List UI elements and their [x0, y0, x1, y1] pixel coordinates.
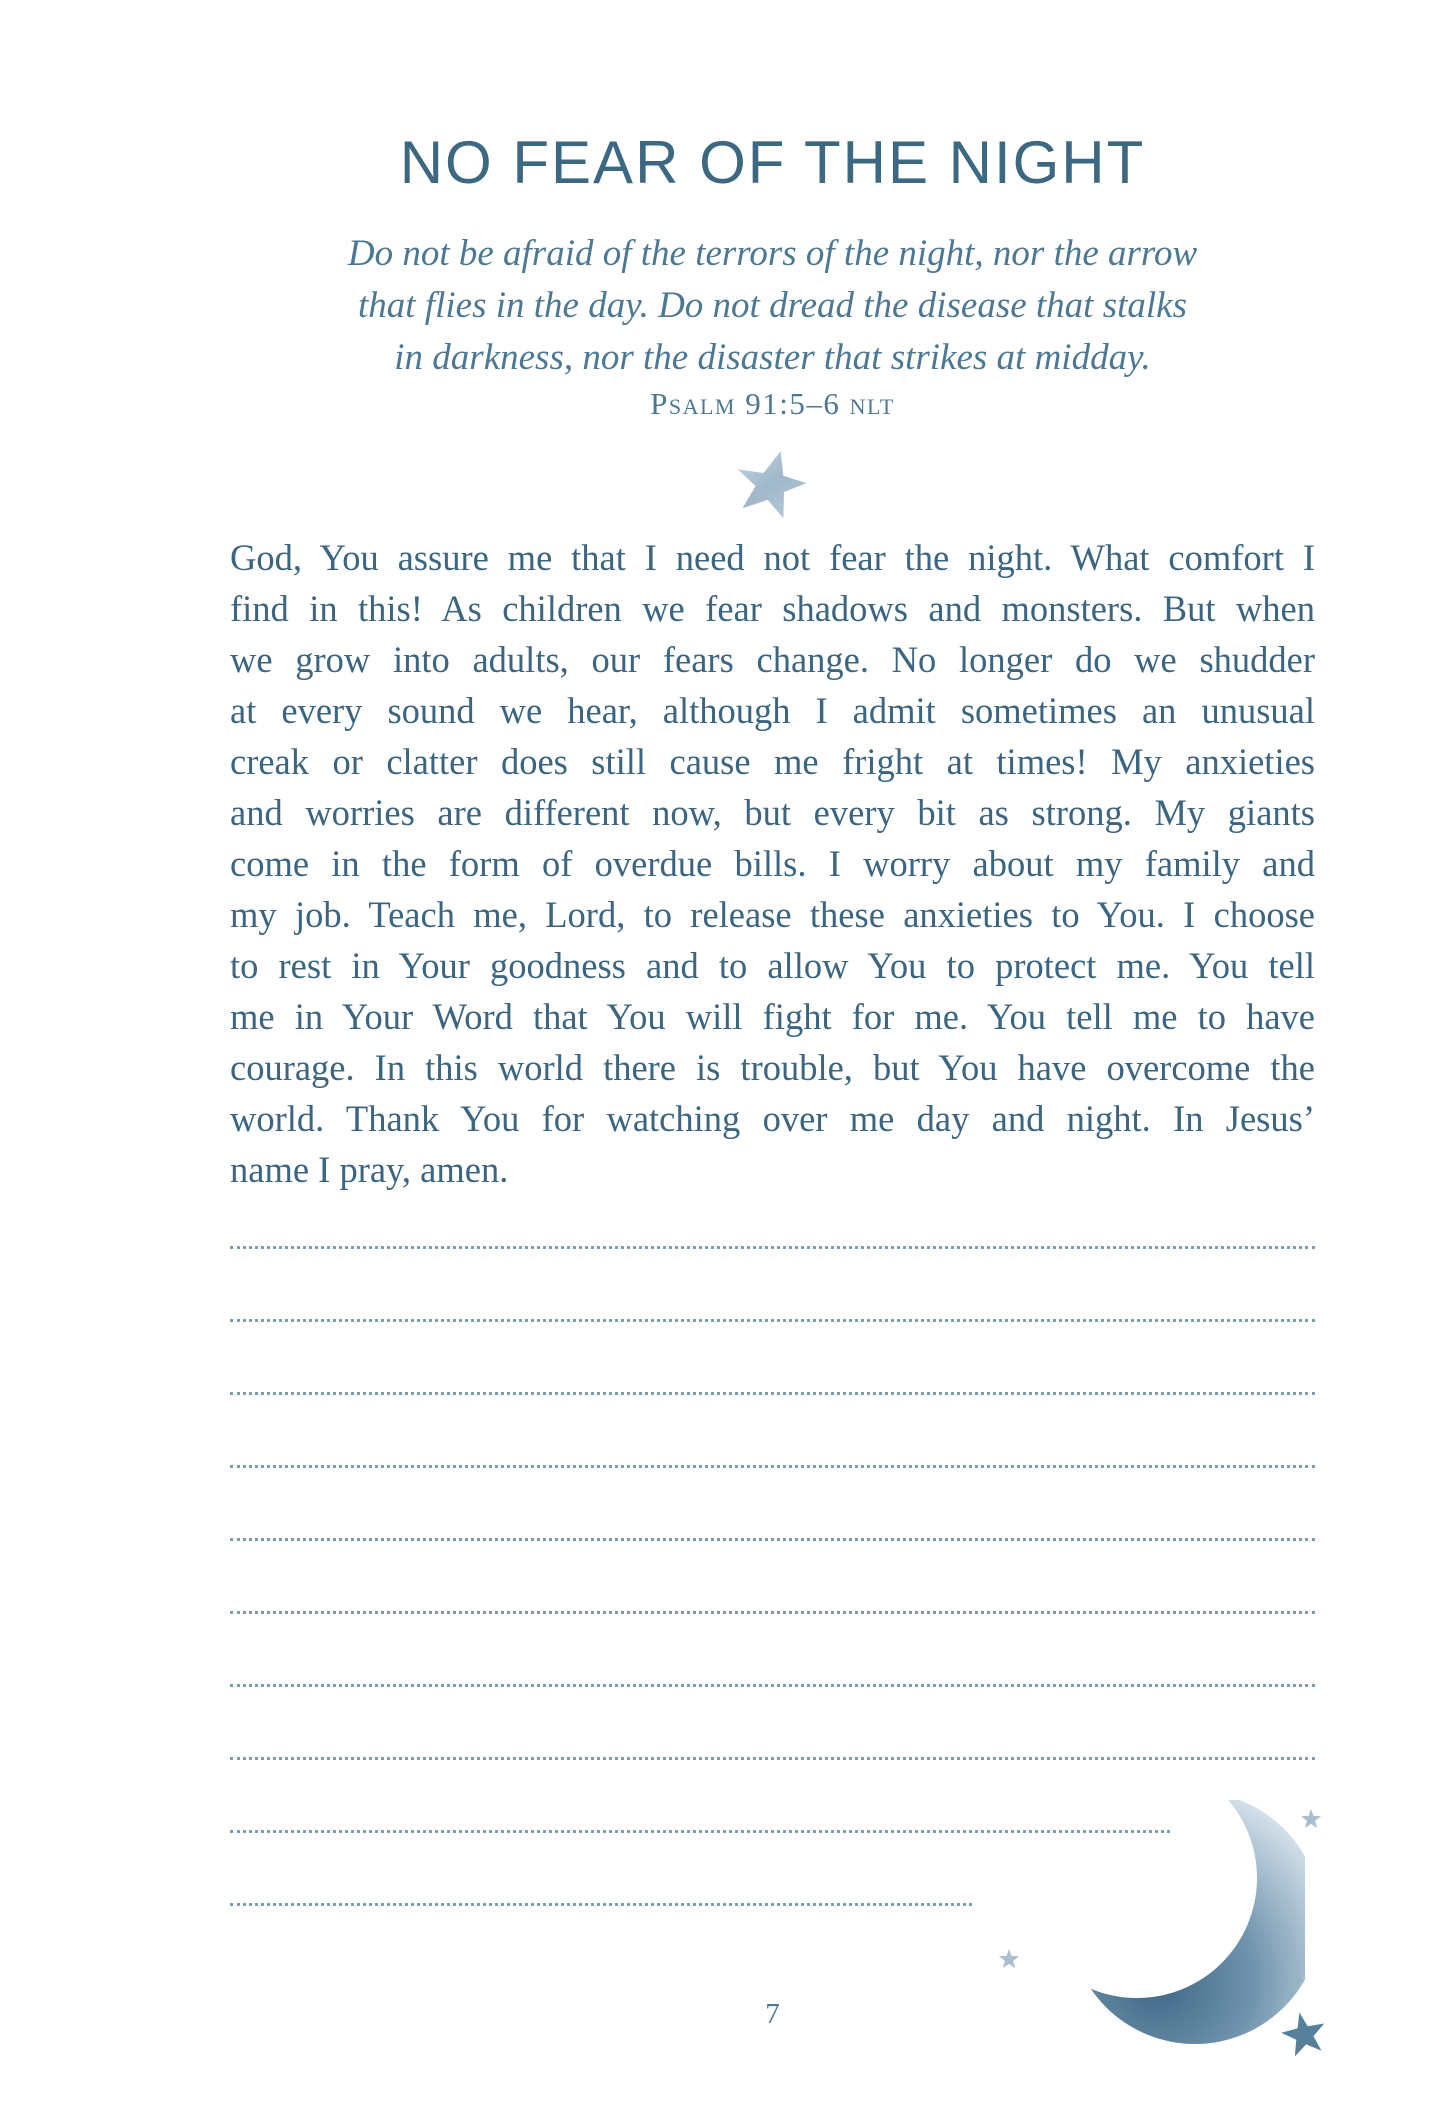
journal-line[interactable]	[230, 1903, 972, 1906]
prayer-line: and worries are different now, but every bit as strong. My giants	[230, 792, 1315, 833]
scripture-line: Do not be afraid of the terrors of the night, nor the arrow	[347, 233, 1198, 274]
prayer-line: we grow into adults, our fears change. No longer do we shudder	[230, 639, 1315, 680]
prayer-line: God, You assure me that I need not fear the night. What comfort I	[230, 537, 1315, 578]
prayer-line: my job. Teach me, Lord, to release these anxieties to You. I choose	[230, 894, 1315, 935]
prayer-line: courage. In this world there is trouble, but You have overcome the	[230, 1047, 1315, 1088]
prayer-line: come in the form of overdue bills. I worry about my family and	[230, 843, 1315, 884]
scripture-line: that flies in the day. Do not dread the disease that stalks	[358, 285, 1187, 326]
journal-line[interactable]	[230, 1246, 1315, 1249]
journal-line[interactable]	[230, 1538, 1315, 1541]
scripture-citation: Psalm 91:5–6 nlt	[650, 386, 895, 421]
journal-line[interactable]	[230, 1465, 1315, 1468]
prayer-line: at every sound we hear, although I admit sometimes an unusual	[230, 690, 1315, 731]
prayer-text	[230, 532, 1315, 1195]
journal-line[interactable]	[230, 1757, 1315, 1760]
star-icon	[998, 1948, 1020, 1970]
journal-line[interactable]	[230, 1684, 1315, 1687]
journal-line[interactable]	[230, 1611, 1315, 1614]
star-icon	[1300, 1808, 1322, 1830]
journal-line[interactable]	[230, 1830, 1170, 1833]
prayer-line: me in Your Word that You will fight for me. You tell me to have	[230, 996, 1315, 1037]
prayer-line: creak or clatter does still cause me fright at times! My anxieties	[230, 741, 1315, 782]
journal-line[interactable]	[230, 1392, 1315, 1395]
prayer-line: name I pray, amen.	[230, 1149, 509, 1190]
page-title: NO FEAR OF THE NIGHT	[399, 129, 1146, 196]
page-number: 7	[765, 1998, 780, 2030]
journal-line[interactable]	[230, 1319, 1315, 1322]
star-icon	[732, 448, 808, 520]
prayer-line: world. Thank You for watching over me day and night. In Jesus’	[230, 1098, 1315, 1139]
scripture-line: in darkness, nor the disaster that strikes at midday.	[394, 337, 1151, 378]
prayer-line: find in this! As children we fear shadows and monsters. But when	[230, 588, 1315, 629]
prayer-line: to rest in Your goodness and to allow You to protect me. You tell	[230, 945, 1315, 986]
scripture-quote	[300, 228, 1245, 384]
